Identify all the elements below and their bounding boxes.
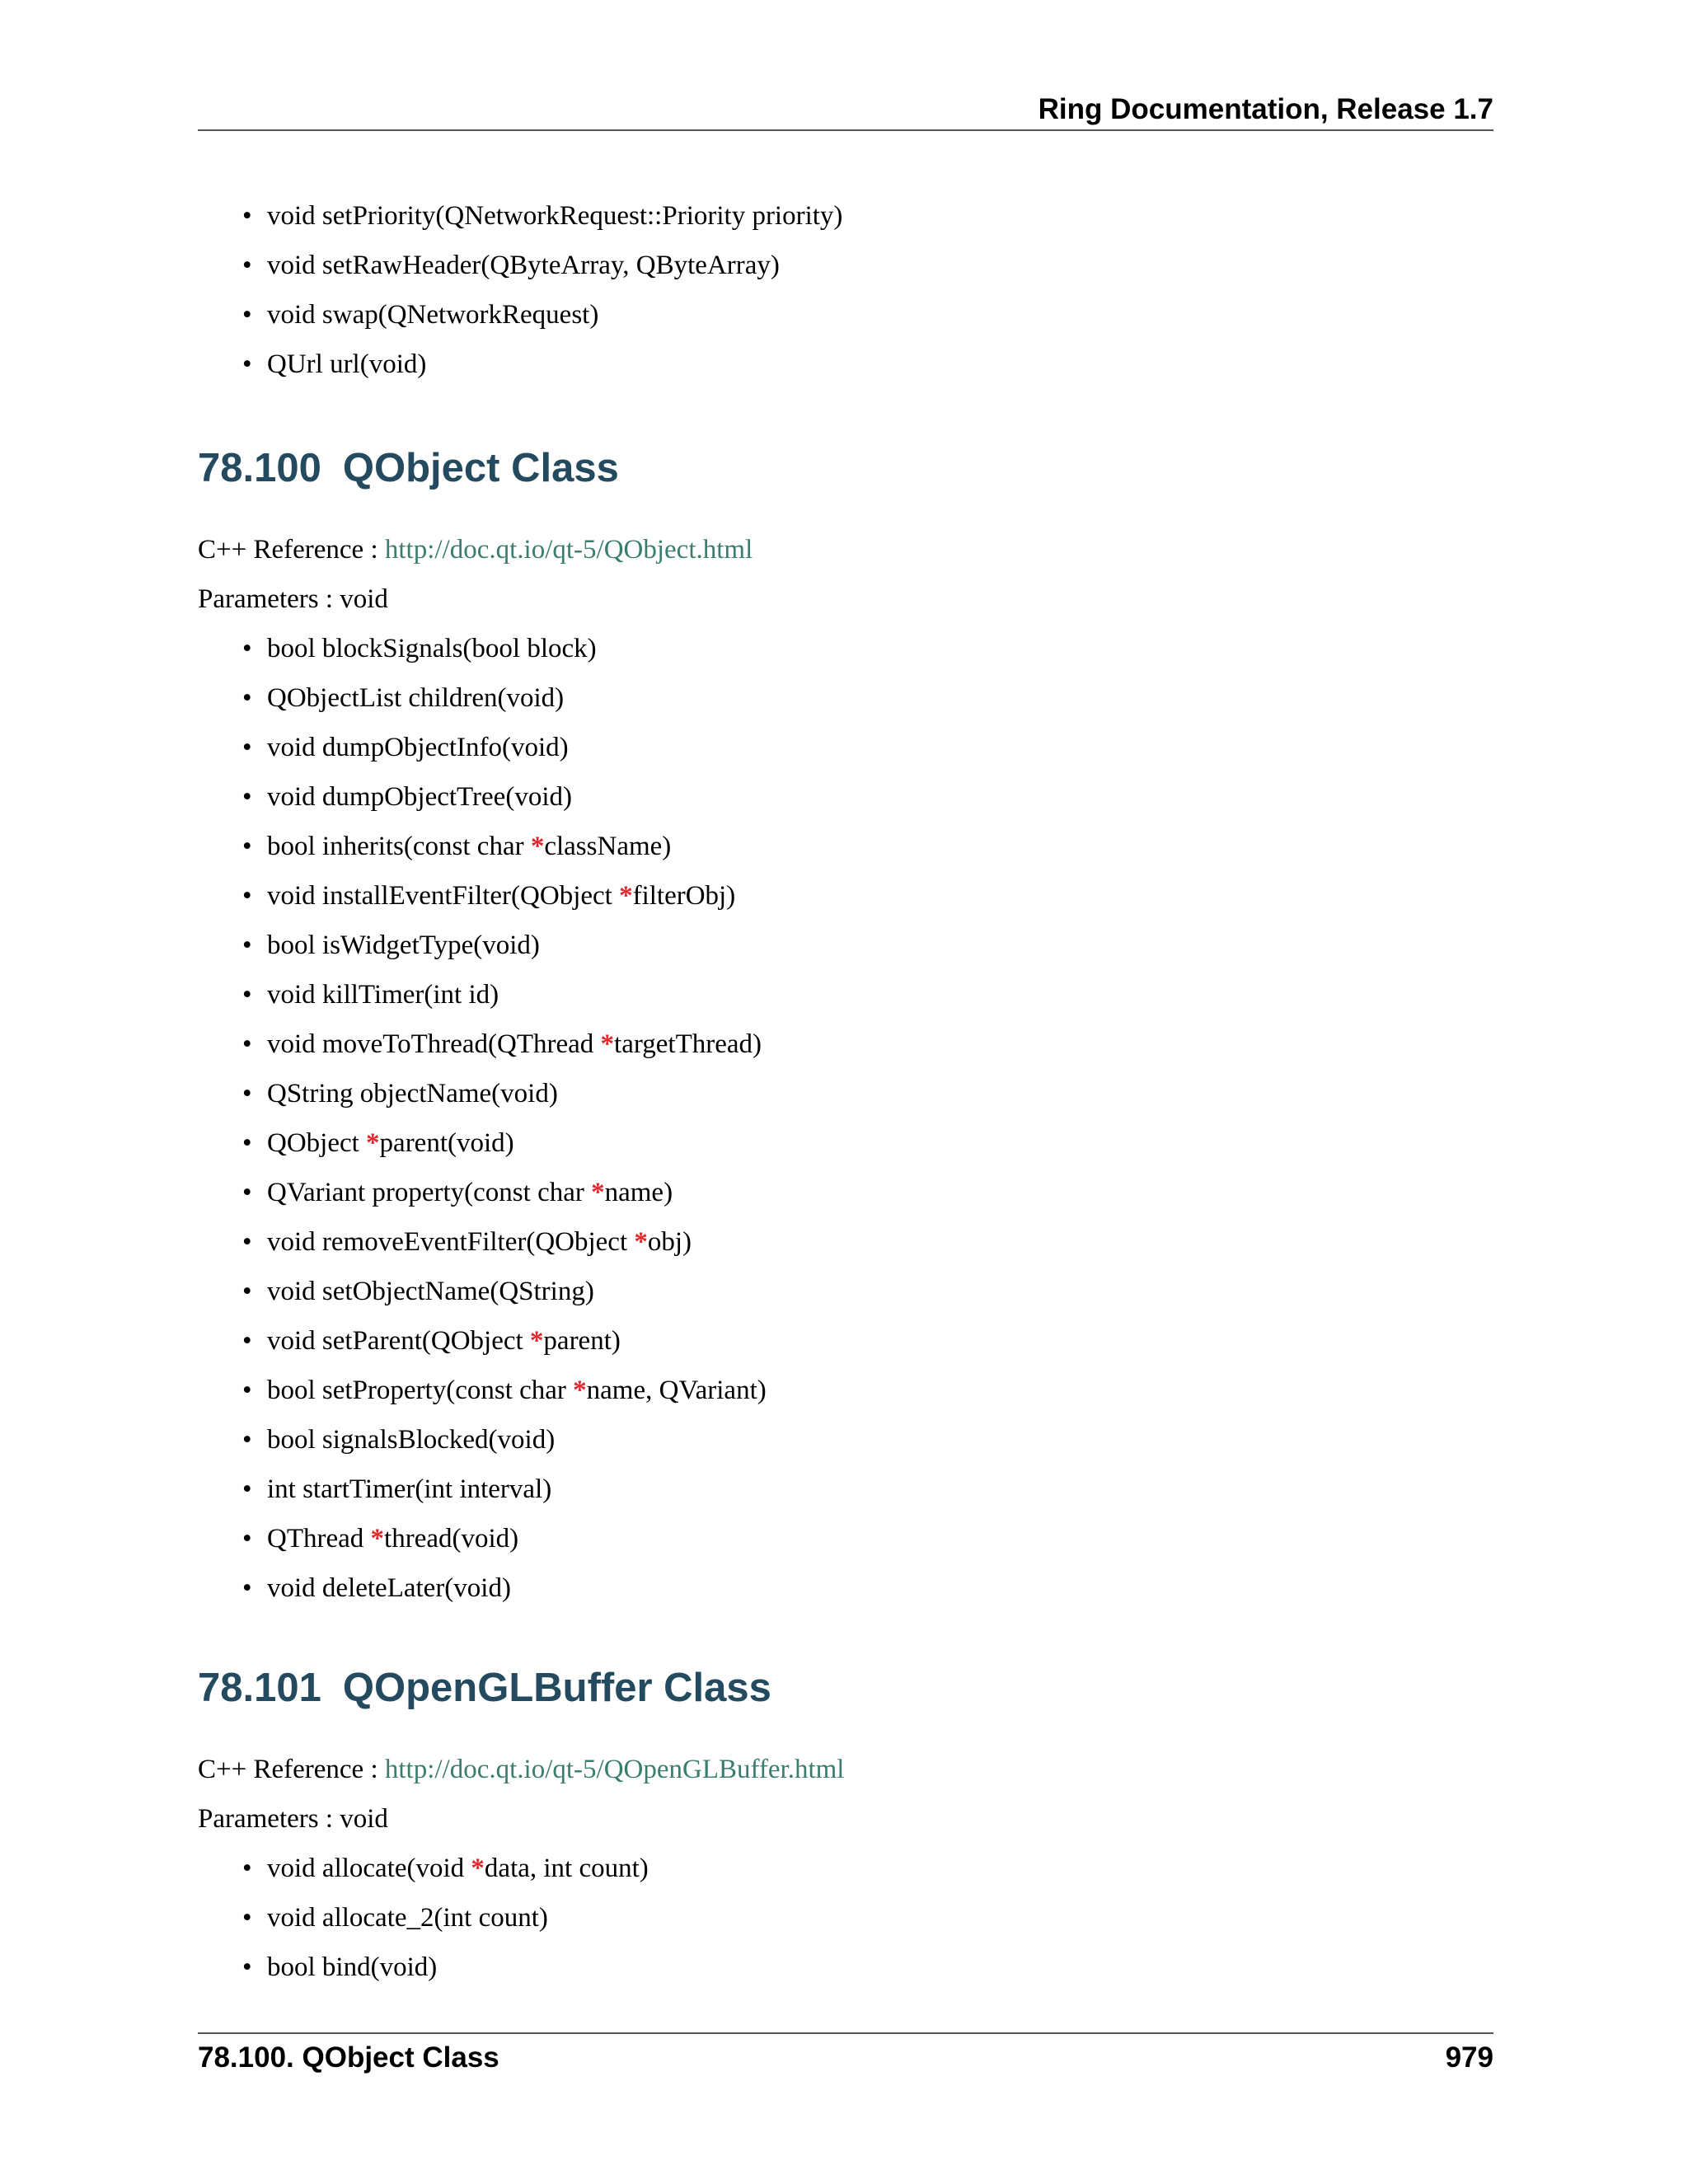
method-signature: bool setProperty(const char *name, QVariant): [267, 1376, 767, 1405]
bullet-icon: •: [242, 1178, 252, 1207]
method-signature: bool blockSignals(bool block): [267, 634, 597, 663]
method-signature: QUrl url(void): [267, 349, 427, 379]
method-item: [242, 1473, 767, 1522]
method-signature: void swap(QNetworkRequest): [267, 300, 599, 330]
method-item: [242, 1522, 767, 1572]
method-item: [242, 1951, 649, 2000]
method-item: [242, 1028, 767, 1077]
intro-method-list: [242, 199, 843, 397]
bullet-icon: •: [242, 881, 252, 911]
section-title: QOpenGLBuffer Class: [342, 1666, 771, 1710]
method-item: [242, 1852, 649, 1901]
method-signature: void dumpObjectTree(void): [267, 782, 572, 812]
bullet-icon: •: [242, 1227, 252, 1257]
method-signature: QString objectName(void): [267, 1079, 558, 1108]
method-item: [242, 348, 842, 397]
bullet-icon: •: [242, 201, 252, 231]
section-heading-qopenglbuffer: [198, 1663, 771, 1713]
bullet-icon: •: [242, 1128, 252, 1158]
bullet-icon: •: [242, 1425, 252, 1455]
method-signature: void setRawHeader(QByteArray, QByteArray): [267, 251, 780, 280]
method-item: [242, 929, 767, 978]
bullet-icon: •: [242, 300, 252, 330]
method-item: [242, 731, 767, 780]
page-number: 979: [1445, 2041, 1493, 2074]
bullet-icon: •: [242, 251, 252, 280]
method-signature: void allocate_2(int count): [267, 1903, 548, 1933]
bullet-icon: •: [242, 1326, 252, 1356]
method-item: [242, 1374, 767, 1423]
method-item: [242, 298, 842, 348]
bullet-icon: •: [242, 930, 252, 960]
method-signature: bool inherits(const char *className): [267, 832, 672, 861]
method-item: [242, 1572, 767, 1621]
method-item: [242, 830, 767, 879]
bullet-icon: •: [242, 1474, 252, 1504]
bullet-icon: •: [242, 980, 252, 1010]
qobject-method-list: [242, 632, 767, 1621]
method-item: [242, 978, 767, 1028]
section-number: 78.100: [198, 446, 321, 490]
footer-section: 78.100. QObject Class: [198, 2041, 499, 2074]
section-number: 78.101: [198, 1666, 321, 1710]
method-item: [242, 1324, 767, 1374]
bullet-icon: •: [242, 634, 252, 663]
running-header: Ring Documentation, Release 1.7: [1038, 93, 1493, 125]
method-item: [242, 682, 767, 731]
bullet-icon: •: [242, 782, 252, 812]
method-signature: bool bind(void): [267, 1952, 438, 1982]
method-item: [242, 1127, 767, 1176]
bullet-icon: •: [242, 349, 252, 379]
method-item: [242, 780, 767, 830]
bullet-icon: •: [242, 1854, 252, 1883]
method-signature: void killTimer(int id): [267, 980, 499, 1010]
method-item: [242, 1901, 649, 1951]
bullet-icon: •: [242, 1029, 252, 1059]
bullet-icon: •: [242, 733, 252, 762]
bullet-icon: •: [242, 1573, 252, 1603]
method-signature: void moveToThread(QThread *targetThread): [267, 1029, 762, 1059]
running-footer: [198, 2041, 1493, 2075]
method-item: [242, 1275, 767, 1324]
method-signature: void allocate(void *data, int count): [267, 1854, 649, 1883]
method-signature: int startTimer(int interval): [267, 1474, 552, 1504]
reference-label: C++ Reference :: [198, 535, 378, 565]
bullet-icon: •: [242, 1903, 252, 1933]
qopenglbuffer-method-list: [242, 1852, 649, 2000]
method-signature: void setParent(QObject *parent): [267, 1326, 621, 1356]
method-signature: bool isWidgetType(void): [267, 930, 540, 960]
method-item: [242, 1423, 767, 1473]
method-signature: void setObjectName(QString): [267, 1277, 594, 1306]
method-item: [242, 1176, 767, 1226]
method-item: [242, 1226, 767, 1275]
method-signature: void installEventFilter(QObject *filterObj): [267, 881, 736, 911]
bullet-icon: •: [242, 683, 252, 713]
method-item: [242, 199, 843, 249]
method-item: [242, 1077, 767, 1127]
cpp-reference-qobject: [198, 533, 753, 566]
method-item: [242, 879, 767, 929]
header-rule: [198, 129, 1493, 131]
method-signature: bool signalsBlocked(void): [267, 1425, 556, 1455]
method-signature: void setPriority(QNetworkRequest::Priority priority): [267, 201, 843, 231]
method-signature: QVariant property(const char *name): [267, 1178, 673, 1207]
section-heading-qobject: [198, 443, 619, 493]
reference-link[interactable]: http://doc.qt.io/qt-5/QObject.html: [384, 535, 753, 565]
bullet-icon: •: [242, 1376, 252, 1405]
bullet-icon: •: [242, 1524, 252, 1554]
method-signature: void deleteLater(void): [267, 1573, 511, 1603]
cpp-reference-qopenglbuffer: [198, 1753, 844, 1786]
method-item: [242, 249, 842, 298]
method-signature: QThread *thread(void): [267, 1524, 519, 1554]
bullet-icon: •: [242, 1079, 252, 1108]
reference-label: C++ Reference :: [198, 1755, 378, 1784]
method-signature: void removeEventFilter(QObject *obj): [267, 1227, 692, 1257]
parameters-qobject: Parameters : void: [198, 584, 388, 614]
section-title: QObject Class: [342, 446, 619, 490]
method-item: [242, 632, 767, 682]
method-signature: QObject *parent(void): [267, 1128, 514, 1158]
bullet-icon: •: [242, 1277, 252, 1306]
parameters-qopenglbuffer: Parameters : void: [198, 1804, 388, 1834]
reference-link[interactable]: http://doc.qt.io/qt-5/QOpenGLBuffer.html: [384, 1755, 845, 1784]
bullet-icon: •: [242, 832, 252, 861]
footer-rule: [198, 2032, 1493, 2034]
method-signature: void dumpObjectInfo(void): [267, 733, 569, 762]
bullet-icon: •: [242, 1952, 252, 1982]
method-signature: QObjectList children(void): [267, 683, 565, 713]
